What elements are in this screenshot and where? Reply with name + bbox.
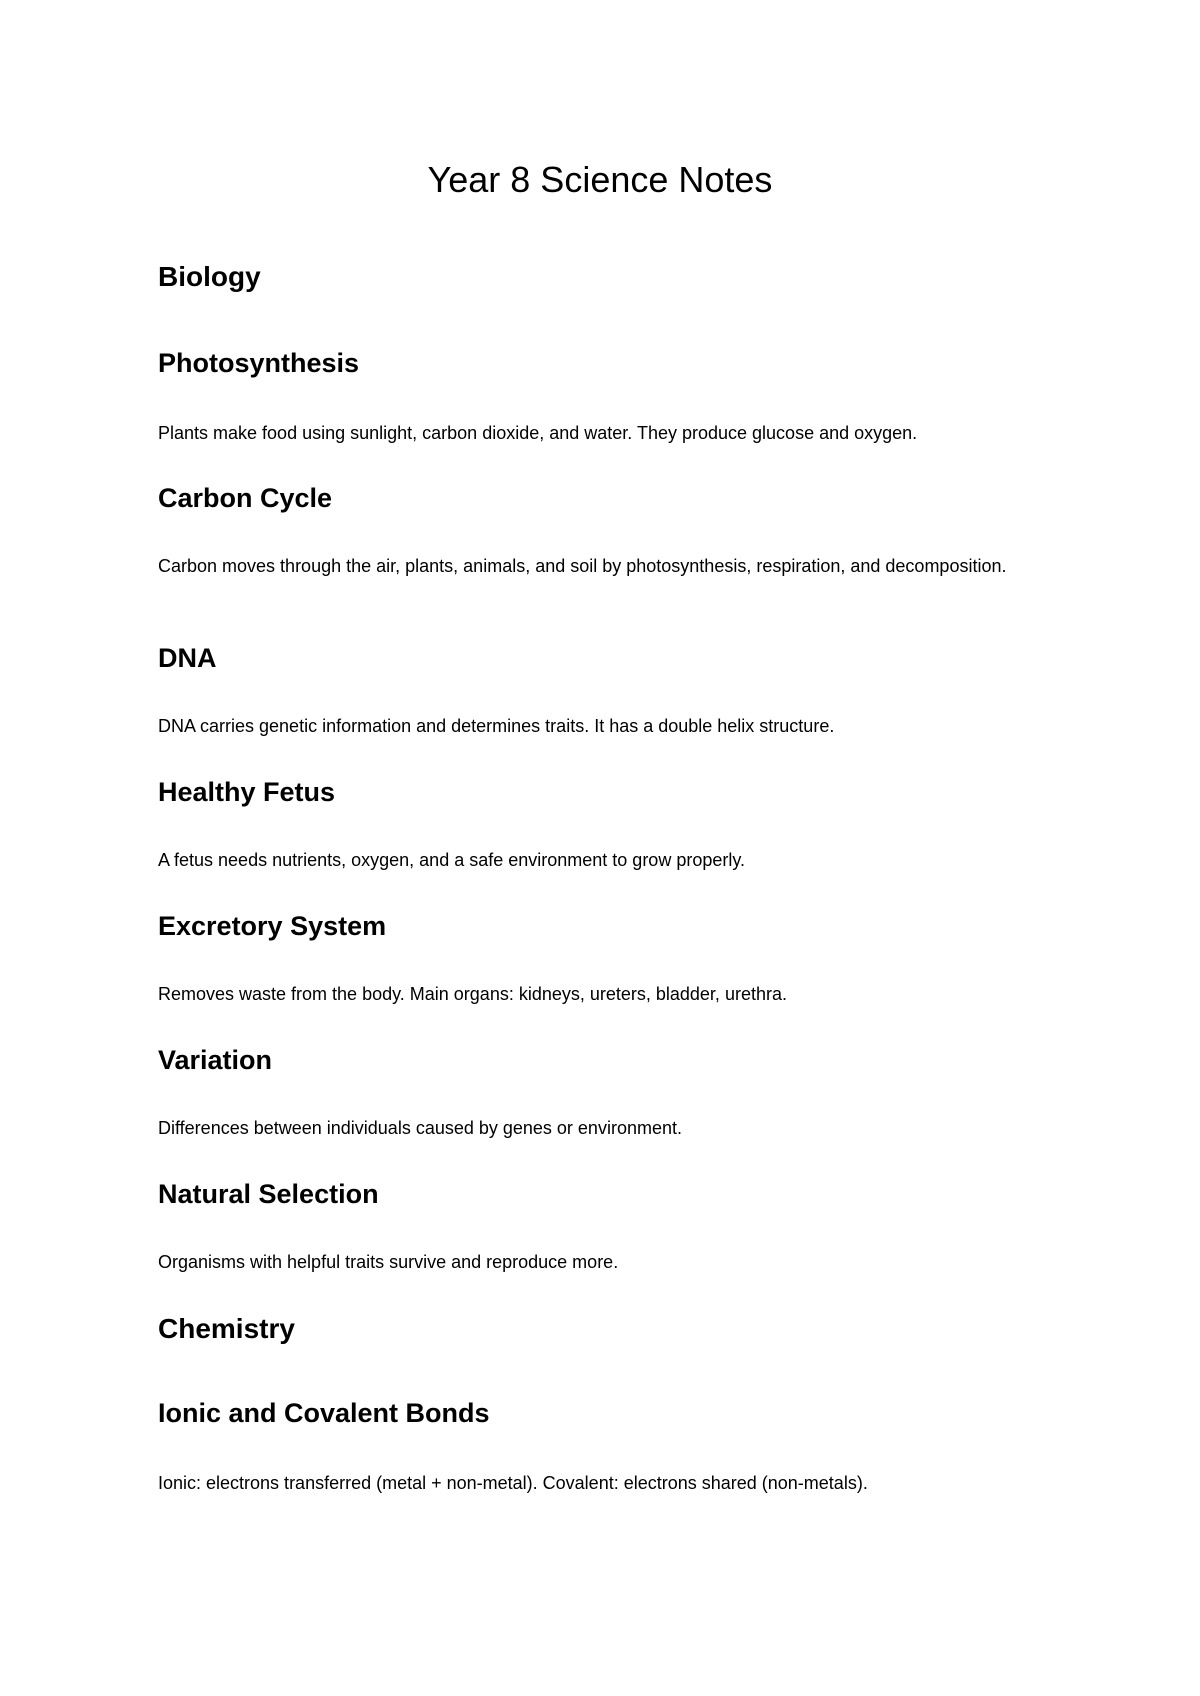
topic-text-carbon-cycle: Carbon moves through the air, plants, animals, and soil by photosynthesis, respiration, and decomposition. — [158, 556, 1007, 576]
section-heading-biology: Biology — [158, 261, 261, 292]
topic-heading-variation: Variation — [158, 1045, 273, 1075]
topic-text-ionic-covalent-bonds: Ionic: electrons transferred (metal + non-metal). Covalent: electrons shared (non-metals). — [158, 1473, 868, 1493]
topic-text-natural-selection: Organisms with helpful traits survive and reproduce more. — [158, 1252, 619, 1272]
document-title: Year 8 Science Notes — [427, 159, 773, 200]
topic-heading-natural-selection: Natural Selection — [158, 1179, 379, 1209]
topic-heading-photosynthesis: Photosynthesis — [158, 348, 360, 378]
topic-heading-carbon-cycle: Carbon Cycle — [158, 483, 333, 513]
topic-text-variation: Differences between individuals caused by genes or environment. — [158, 1118, 682, 1138]
topic-heading-dna: DNA — [158, 643, 217, 673]
topic-heading-ionic-covalent-bonds: Ionic and Covalent Bonds — [158, 1398, 490, 1428]
topic-text-photosynthesis: Plants make food using sunlight, carbon dioxide, and water. They produce glucose and oxygen. — [158, 423, 918, 443]
section-heading-chemistry: Chemistry — [158, 1313, 295, 1344]
topic-heading-healthy-fetus: Healthy Fetus — [158, 777, 336, 807]
topic-text-dna: DNA carries genetic information and determines traits. It has a double helix structure. — [158, 716, 835, 736]
topic-text-excretory-system: Removes waste from the body. Main organs: kidneys, ureters, bladder, urethra. — [158, 984, 787, 1004]
topic-text-healthy-fetus: A fetus needs nutrients, oxygen, and a safe environment to grow properly. — [158, 850, 746, 870]
topic-heading-excretory-system: Excretory System — [158, 911, 387, 941]
